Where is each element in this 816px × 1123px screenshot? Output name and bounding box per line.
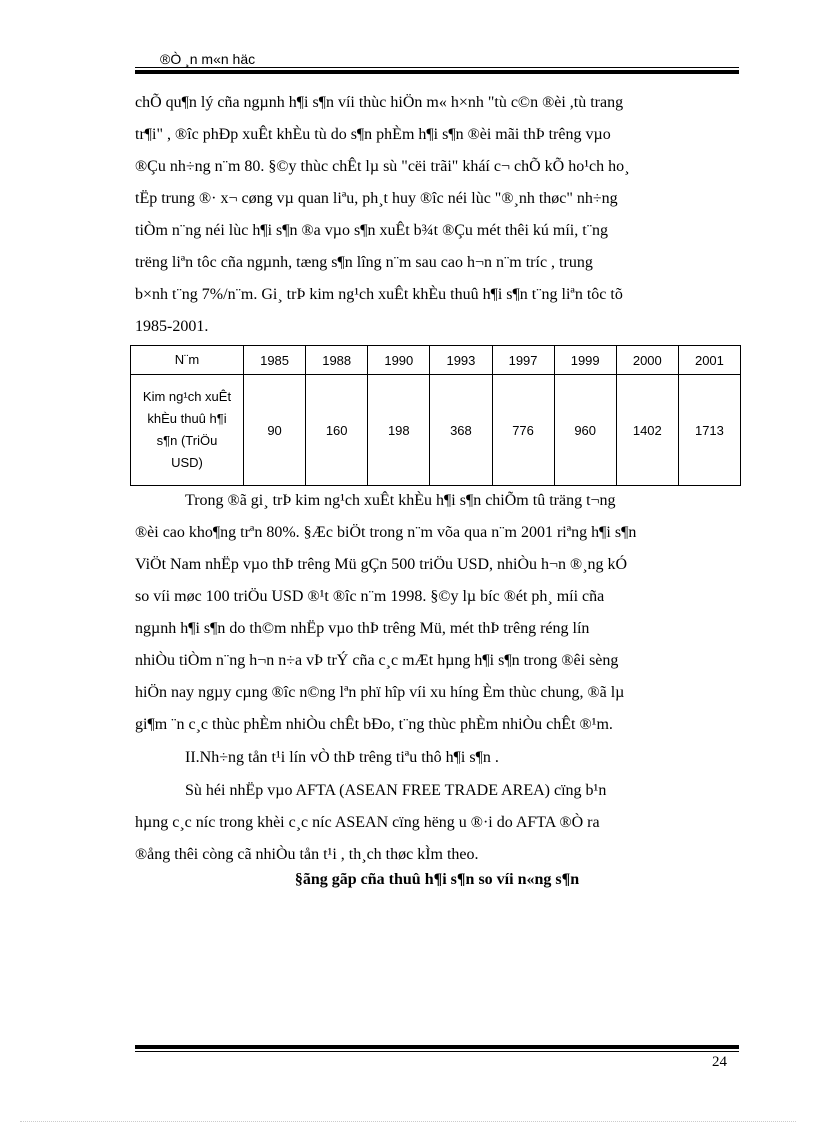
text-line: chÕ qu¶n lý cña ngµnh h¶i s¶n víi thùc hiÖn m« h×nh "tù c©n ®èi ,tù trang bbox=[135, 94, 624, 111]
year-cell: 1985 bbox=[244, 346, 306, 375]
table-header-row bbox=[131, 346, 741, 375]
text-line: so víi møc 100 triÖu USD ®¹t ®îc n¨m 1998. §©y lµ bíc ®ét ph¸ míi cña bbox=[135, 588, 605, 605]
text-line: trëng liªn tôc cña ngµnh, tæng s¶n lîng n¨m sau cao h¬n n¨m tríc , trung bbox=[135, 254, 593, 271]
text-line: ®èi cao kho¶ng trªn 80%. §Æc biÖt trong n¨m võa qua n¨m 2001 riªng h¶i s¶n bbox=[135, 524, 637, 541]
text-line: nhiÒu tiÒm n¨ng h¬n n÷a vÞ trÝ cña c¸c mÆt hµng h¶i s¶n trong ®êi sèng bbox=[135, 652, 619, 669]
paragraph-4 bbox=[135, 775, 739, 871]
text-line: Trong ®ã gi¸ trÞ kim ng¹ch xuÊt khÈu h¶i s¶n chiÕm tû träng t¬ng bbox=[185, 492, 616, 509]
row-label-line: Kim ng¹ch xuÊt bbox=[142, 389, 232, 404]
text-line: II.Nh÷ng tån t¹i lín vÒ thÞ trêng tiªu thô h¶i s¶n . bbox=[185, 749, 499, 766]
value-cell: 776 bbox=[492, 375, 554, 486]
year-cell: 1999 bbox=[554, 346, 616, 375]
page-number: 24 bbox=[712, 1054, 727, 1070]
paragraph-1 bbox=[135, 87, 739, 343]
text-line: hiÖn nay ngµy cµng ®îc n©ng lªn phï hîp víi xu híng Èm thùc chung, ®ã lµ bbox=[135, 684, 625, 701]
year-cell: 1993 bbox=[430, 346, 492, 375]
text-line: ®ång thêi còng cã nhiÒu tån t¹i , th¸ch thøc kÌm theo. bbox=[135, 846, 479, 863]
value-cell: 198 bbox=[368, 375, 430, 486]
text-line: ViÖt Nam nhËp vµo thÞ trêng Mü gÇn 500 triÖu USD, nhiÒu h¬n ®¸ng kÓ bbox=[135, 556, 628, 573]
row-label-cell bbox=[131, 375, 244, 486]
year-cell: 1997 bbox=[492, 346, 554, 375]
year-cell: 1990 bbox=[368, 346, 430, 375]
value-cell: 1713 bbox=[678, 375, 740, 486]
value-cell: 1402 bbox=[616, 375, 678, 486]
year-cell: 2000 bbox=[616, 346, 678, 375]
table-row bbox=[131, 375, 741, 486]
text-line: 1985-2001. bbox=[135, 318, 209, 335]
paragraph-2 bbox=[135, 485, 739, 741]
year-cell: 2001 bbox=[678, 346, 740, 375]
text-line: Sù héi nhËp vµo AFTA (ASEAN FREE TRADE AREA) cïng b¹n bbox=[185, 782, 607, 799]
value-cell: 90 bbox=[244, 375, 306, 486]
header-rule-thin bbox=[135, 67, 739, 68]
row-label-line: s¶n (TriÖu bbox=[156, 433, 218, 448]
text-line: tr¶i" , ®îc phÐp xuÊt khÈu tù do s¶n phÈm h¶i s¶n ®èi mãi thÞ trêng vµo bbox=[135, 126, 611, 143]
section-heading: §ãng gãp cña thuû h¶i s¶n so víi n«ng s¶n bbox=[294, 871, 580, 888]
value-cell: 160 bbox=[306, 375, 368, 486]
text-line: tiÒm n¨ng néi lùc h¶i s¶n ®a vµo s¶n xuÊt b¾t ®Çu mét thêi kú míi, t¨ng bbox=[135, 222, 609, 239]
text-line: gi¶m ¨n c¸c thùc phÈm nhiÒu chÊt bÐo, t¨ng thùc phÈm nhiÒu chÊt ®¹m. bbox=[135, 716, 613, 733]
value-cell: 960 bbox=[554, 375, 616, 486]
page-edge-divider bbox=[20, 1121, 796, 1122]
text-line: tËp trung ®· x¬ cøng vµ quan liªu, ph¸t huy ®îc néi lùc "®¸nh thøc" nh÷ng bbox=[135, 190, 618, 207]
row-label-line: USD) bbox=[171, 455, 203, 470]
text-line: ®Çu nh÷ng n¨m 80. §©y thùc chÊt lµ sù "cëi trãi" kháí c¬ chÕ kÕ ho¹ch ho¸ bbox=[135, 158, 630, 175]
footer-rule-thick bbox=[135, 1045, 739, 1049]
year-header-cell: N¨m bbox=[131, 346, 244, 375]
footer-rule-thin bbox=[135, 1051, 739, 1052]
value-cell: 368 bbox=[430, 375, 492, 486]
row-label-line: khÈu thuû h¶i bbox=[147, 411, 227, 426]
text-line: hµng c¸c níc trong khèi c¸c níc ASEAN cïng hëng u ®·i do AFTA ®Ò ra bbox=[135, 814, 600, 831]
header-rule-thick bbox=[135, 70, 739, 74]
year-cell: 1988 bbox=[306, 346, 368, 375]
header-title: ®Ò ¸n m«n häc bbox=[160, 51, 256, 67]
export-value-table bbox=[130, 345, 741, 486]
paragraph-3 bbox=[135, 742, 739, 774]
text-line: ngµnh h¶i s¶n do th©m nhËp vµo thÞ trêng Mü, mét thÞ trêng réng lín bbox=[135, 620, 590, 637]
text-line: b×nh t¨ng 7%/n¨m. Gi¸ trÞ kim ng¹ch xuÊt khÈu thuû h¶i s¶n t¨ng liªn tôc tõ bbox=[135, 286, 623, 303]
